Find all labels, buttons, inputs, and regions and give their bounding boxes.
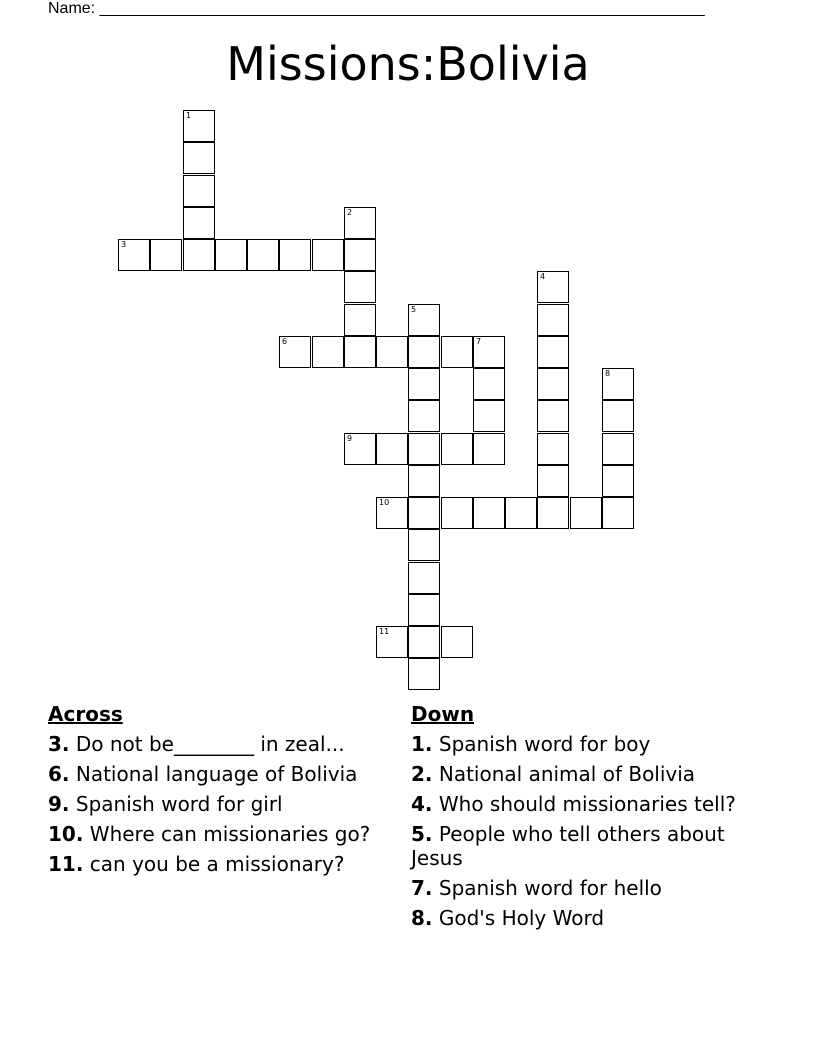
grid-cell[interactable] bbox=[602, 497, 634, 529]
grid-cell[interactable] bbox=[441, 497, 473, 529]
grid-cell[interactable] bbox=[344, 271, 376, 303]
across-clue bbox=[48, 732, 393, 756]
across-clue bbox=[48, 762, 393, 786]
grid-cell[interactable] bbox=[505, 497, 537, 529]
grid-cell[interactable] bbox=[376, 626, 408, 658]
down-clue bbox=[411, 822, 756, 870]
clue-number: 8. bbox=[411, 906, 433, 930]
clue-text: National animal of Bolivia bbox=[438, 762, 696, 786]
down-clue bbox=[411, 876, 756, 900]
grid-cell[interactable] bbox=[473, 497, 505, 529]
cell-number: 9 bbox=[347, 434, 353, 443]
grid-cell[interactable] bbox=[118, 239, 150, 271]
cell-number: 11 bbox=[379, 627, 390, 636]
down-clue bbox=[411, 732, 756, 756]
down-clue bbox=[411, 762, 756, 786]
grid-cell[interactable] bbox=[408, 658, 440, 690]
cell-number: 8 bbox=[605, 369, 611, 378]
grid-cell[interactable] bbox=[441, 336, 473, 368]
clue-number: 6. bbox=[48, 762, 70, 786]
clue-text: Spanish word for boy bbox=[438, 732, 651, 756]
grid-cell[interactable] bbox=[537, 304, 569, 336]
grid-cell[interactable] bbox=[312, 239, 344, 271]
down-clues bbox=[411, 702, 756, 936]
grid-cell[interactable] bbox=[408, 433, 440, 465]
cell-number: 3 bbox=[121, 240, 127, 249]
clue-number: 3. bbox=[48, 732, 70, 756]
grid-cell[interactable] bbox=[376, 433, 408, 465]
clue-number: 9. bbox=[48, 792, 70, 816]
clue-text: Spanish word for hello bbox=[438, 876, 662, 900]
grid-cell[interactable] bbox=[537, 400, 569, 432]
cell-number: 10 bbox=[379, 498, 390, 507]
grid-cell[interactable] bbox=[537, 336, 569, 368]
grid-cell[interactable] bbox=[602, 433, 634, 465]
clue-text: People who tell others about Jesus bbox=[411, 822, 725, 870]
grid-cell[interactable] bbox=[537, 433, 569, 465]
cell-number: 7 bbox=[476, 337, 482, 346]
cell-number: 1 bbox=[186, 111, 192, 120]
grid-cell[interactable] bbox=[279, 239, 311, 271]
grid-cell[interactable] bbox=[344, 207, 376, 239]
grid-cell[interactable] bbox=[602, 465, 634, 497]
clue-number: 4. bbox=[411, 792, 433, 816]
clue-text: National language of Bolivia bbox=[75, 762, 358, 786]
grid-cell[interactable] bbox=[537, 271, 569, 303]
grid-cell[interactable] bbox=[408, 529, 440, 561]
down-heading: Down bbox=[411, 702, 475, 726]
grid-cell[interactable] bbox=[312, 336, 344, 368]
page-title: Missions:Bolivia bbox=[226, 37, 590, 91]
across-heading: Across bbox=[48, 702, 123, 726]
clue-text: can you be a missionary? bbox=[89, 852, 345, 876]
grid-cell[interactable] bbox=[376, 336, 408, 368]
grid-cell[interactable] bbox=[473, 336, 505, 368]
grid-cell[interactable] bbox=[473, 400, 505, 432]
down-clue bbox=[411, 906, 756, 930]
grid-cell[interactable] bbox=[279, 336, 311, 368]
grid-cell[interactable] bbox=[183, 207, 215, 239]
across-clue bbox=[48, 792, 393, 816]
clue-text: God's Holy Word bbox=[438, 906, 605, 930]
grid-cell[interactable] bbox=[344, 336, 376, 368]
clue-number: 5. bbox=[411, 822, 433, 846]
cell-number: 4 bbox=[540, 272, 546, 281]
grid-cell[interactable] bbox=[602, 400, 634, 432]
across-clue bbox=[48, 852, 393, 876]
grid-cell[interactable] bbox=[344, 304, 376, 336]
name-field[interactable]: Name: ____________________________________________________________________ bbox=[48, 0, 705, 17]
grid-cell[interactable] bbox=[537, 368, 569, 400]
across-clue bbox=[48, 822, 393, 846]
grid-cell[interactable] bbox=[537, 497, 569, 529]
grid-cell[interactable] bbox=[473, 368, 505, 400]
grid-cell[interactable] bbox=[408, 497, 440, 529]
across-clues bbox=[48, 702, 393, 882]
grid-cell[interactable] bbox=[183, 110, 215, 142]
grid-cell[interactable] bbox=[570, 497, 602, 529]
grid-cell[interactable] bbox=[408, 465, 440, 497]
grid-cell[interactable] bbox=[344, 433, 376, 465]
clue-number: 1. bbox=[411, 732, 433, 756]
clue-number: 7. bbox=[411, 876, 433, 900]
clue-number: 2. bbox=[411, 762, 433, 786]
clue-text: Do not be________ in zeal... bbox=[75, 732, 345, 756]
grid-cell[interactable] bbox=[215, 239, 247, 271]
grid-cell[interactable] bbox=[183, 142, 215, 174]
grid-cell[interactable] bbox=[408, 336, 440, 368]
grid-cell[interactable] bbox=[441, 626, 473, 658]
grid-cell[interactable] bbox=[408, 626, 440, 658]
grid-cell[interactable] bbox=[183, 175, 215, 207]
grid-cell[interactable] bbox=[408, 594, 440, 626]
clue-number: 10. bbox=[48, 822, 84, 846]
cell-number: 6 bbox=[282, 337, 288, 346]
clue-text: Where can missionaries go? bbox=[89, 822, 371, 846]
clue-text: Who should missionaries tell? bbox=[438, 792, 736, 816]
grid-cell[interactable] bbox=[408, 304, 440, 336]
grid-cell[interactable] bbox=[344, 239, 376, 271]
grid-cell[interactable] bbox=[473, 433, 505, 465]
grid-cell[interactable] bbox=[441, 433, 473, 465]
grid-cell[interactable] bbox=[602, 368, 634, 400]
grid-cell[interactable] bbox=[408, 368, 440, 400]
cell-number: 2 bbox=[347, 208, 353, 217]
clue-text: Spanish word for girl bbox=[75, 792, 283, 816]
grid-cell[interactable] bbox=[408, 562, 440, 594]
cell-number: 5 bbox=[411, 305, 417, 314]
clue-number: 11. bbox=[48, 852, 84, 876]
grid-cell[interactable] bbox=[150, 239, 182, 271]
grid-cell[interactable] bbox=[376, 497, 408, 529]
grid-cell[interactable] bbox=[247, 239, 279, 271]
down-clue bbox=[411, 792, 756, 816]
grid-cell[interactable] bbox=[408, 400, 440, 432]
grid-cell[interactable] bbox=[537, 465, 569, 497]
grid-cell[interactable] bbox=[183, 239, 215, 271]
